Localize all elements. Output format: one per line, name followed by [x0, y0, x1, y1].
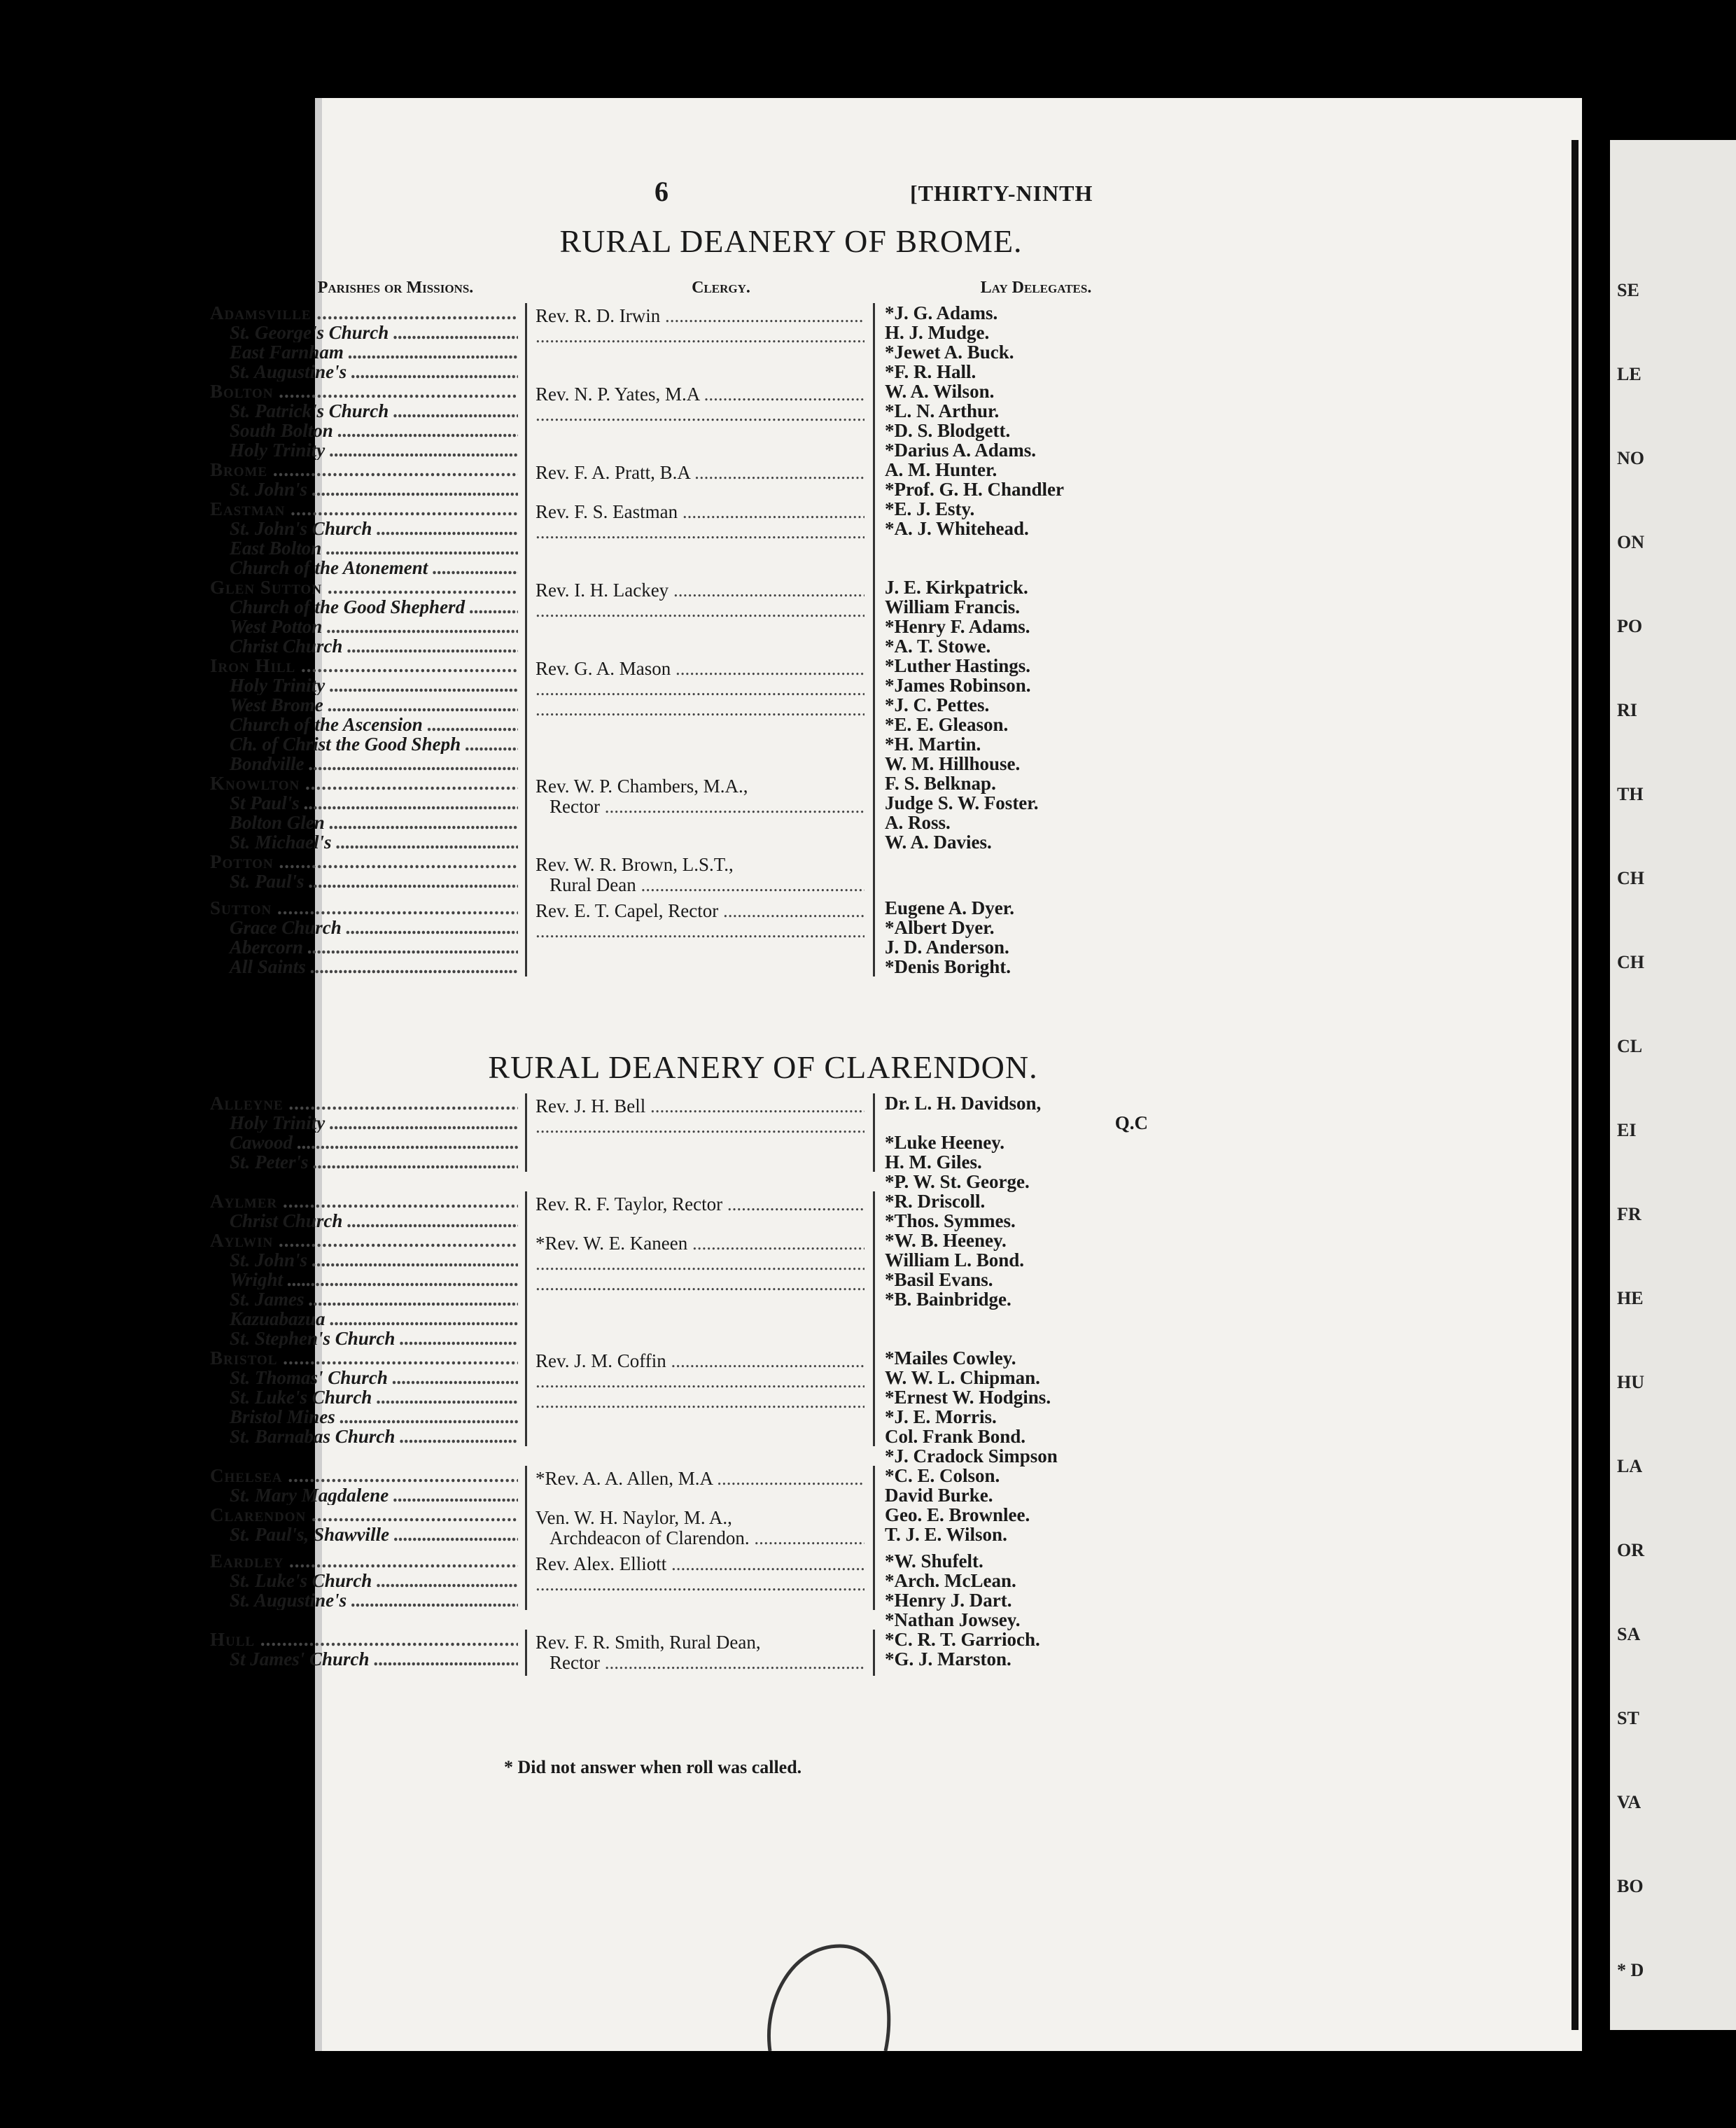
- lay-delegate: *P. W. St. George.: [885, 1171, 1030, 1192]
- mission-name: Church of the Good Shepherd .....: [210, 597, 518, 617]
- clergy-name: Rev. G. A. Mason .....: [536, 659, 864, 679]
- parishes-cell: [210, 303, 525, 382]
- lay-delegate: W. A. Davies.: [885, 832, 992, 853]
- clergy-cell: [525, 1466, 875, 1505]
- lay-delegate: *Arch. McLean.: [885, 1570, 1016, 1591]
- clergy-cell: [525, 656, 875, 774]
- lay-delegate: H. M. Giles.: [885, 1152, 982, 1172]
- clergy-cell: [525, 499, 875, 578]
- lay-delegate: William Francis.: [885, 596, 1020, 617]
- parish-name: Alleyne .....: [210, 1093, 518, 1113]
- mission-name: East Farnham .....: [210, 342, 518, 362]
- lay-delegate: Eugene A. Dyer.: [885, 897, 1015, 918]
- clergy-name: *Rev. A. A. Allen, M.A .....: [536, 1469, 864, 1489]
- clergy-name: Rev. F. A. Pratt, B.A .....: [536, 463, 864, 483]
- clergy-cell: [525, 460, 875, 499]
- mission-name: Ch. of Christ the Good Sheph .....: [210, 734, 518, 754]
- clergy-cell: [525, 852, 875, 898]
- lay-delegate: *J. C. Pettes.: [885, 694, 990, 715]
- mission-name: St. Paul's .....: [210, 872, 518, 891]
- lay-delegate: W. A. Wilson.: [885, 381, 995, 402]
- mission-name: St. John's .....: [210, 1250, 518, 1270]
- clergy-name: Rev. R. F. Taylor, Rector .....: [536, 1194, 864, 1214]
- clergy-name: Rector .....: [536, 797, 864, 817]
- clergy-name: Rev. W. P. Chambers, M.A.,: [536, 776, 748, 797]
- parish-name: Adamsville .....: [210, 303, 518, 323]
- lay-delegate: *C. R. T. Garrioch.: [885, 1629, 1040, 1650]
- mission-name: St. Stephen's Church .....: [210, 1329, 518, 1348]
- clergy-name: Archdeacon of Clarendon. .....: [536, 1528, 864, 1548]
- clergy-name: Rev. N. P. Yates, M.A .....: [536, 384, 864, 405]
- page-number: 6: [654, 176, 668, 207]
- clergy-name: Rev. I. H. Lackey .....: [536, 580, 864, 601]
- mission-name: St. John's .....: [210, 479, 518, 499]
- clergy-name: Rev. W. R. Brown, L.S.T.,: [536, 855, 734, 875]
- mission-name: St. George's Church .....: [210, 323, 518, 342]
- adjacent-page-text: HE: [1617, 1288, 1644, 1308]
- lay-delegate: *Henry F. Adams.: [885, 616, 1030, 637]
- clergy-cell: [525, 1505, 875, 1551]
- lay-delegate: *Basil Evans.: [885, 1269, 993, 1290]
- mission-name: Kazuabazua .....: [210, 1309, 518, 1329]
- dot-leader: [536, 1274, 864, 1294]
- parishes-cell: [210, 1093, 525, 1172]
- parish-name: Aylmer .....: [210, 1191, 518, 1211]
- lay-delegate: *G. J. Marston.: [885, 1648, 1011, 1670]
- mission-name: West Potton .....: [210, 617, 518, 636]
- parish-name: Eardley .....: [210, 1551, 518, 1571]
- parishes-cell: [210, 1466, 525, 1505]
- parishes-cell: [210, 774, 525, 852]
- dot-leader: [536, 522, 864, 542]
- parish-name: Aylwin .....: [210, 1231, 518, 1250]
- lay-delegate: *L. N. Arthur.: [885, 400, 1000, 421]
- parish-group: [210, 303, 1232, 382]
- adjacent-page-text: BO: [1617, 1876, 1644, 1896]
- dot-leader: [536, 1371, 864, 1392]
- mission-name: Abercorn .....: [210, 937, 518, 957]
- lay-delegate: *Nathan Jowsey.: [885, 1609, 1021, 1630]
- lay-delegate: *Mailes Cowley.: [885, 1348, 1016, 1368]
- parish-name: Clarendon .....: [210, 1505, 518, 1525]
- mission-name: Bristol Mines .....: [210, 1407, 518, 1427]
- adjacent-page-text: LE: [1617, 364, 1642, 384]
- dot-leader: [536, 921, 864, 941]
- clergy-name: Rector .....: [536, 1653, 864, 1673]
- lay-delegates-cell: [875, 303, 1232, 382]
- parishes-cell: [210, 852, 525, 891]
- lay-delegates-cell: [875, 499, 1232, 538]
- lay-delegate: Col. Frank Bond.: [885, 1426, 1026, 1447]
- clergy-column-header: Clergy.: [692, 279, 750, 297]
- dot-leader: [536, 1116, 864, 1137]
- clergy-cell: [525, 303, 875, 382]
- lay-delegate: J. E. Kirkpatrick.: [885, 577, 1028, 598]
- mission-name: Wright .....: [210, 1270, 518, 1289]
- lay-delegate: *E. E. Gleason.: [885, 714, 1009, 735]
- clergy-name: Rev. Alex. Elliott .....: [536, 1554, 864, 1574]
- lay-delegate: *Denis Boright.: [885, 956, 1011, 977]
- lay-delegate: *R. Driscoll.: [885, 1191, 986, 1212]
- mission-name: Cawood .....: [210, 1133, 518, 1152]
- pencil-stroke: [769, 1946, 888, 2051]
- mission-name: St. Luke's Church .....: [210, 1387, 518, 1407]
- adjacent-page-text: CH: [1617, 952, 1644, 972]
- adjacent-page-text: OR: [1617, 1540, 1644, 1560]
- parishes-cell: [210, 460, 525, 499]
- mission-name: St Paul's .....: [210, 793, 518, 813]
- clergy-name: Rev. J. H. Bell .....: [536, 1096, 864, 1116]
- lay-delegates-cell: [875, 578, 1232, 656]
- adjacent-page-text: LA: [1617, 1456, 1643, 1476]
- lay-delegates-cell: [875, 1231, 1232, 1309]
- parishes-cell: [210, 578, 525, 656]
- lay-delegate: *Darius A. Adams.: [885, 440, 1037, 461]
- adjacent-page-text: EI: [1617, 1120, 1637, 1140]
- parishes-cell: [210, 898, 525, 976]
- mission-name: St. Augustine's .....: [210, 1590, 518, 1610]
- adjacent-page-text: ST: [1617, 1708, 1639, 1728]
- parish-group: [210, 578, 1232, 656]
- mission-name: Holy Trinity .....: [210, 440, 518, 460]
- parish-group: [210, 382, 1232, 460]
- adjacent-page-text: CL: [1617, 1036, 1643, 1056]
- lay-delegates-cell: [875, 460, 1232, 499]
- page-fold: [1572, 140, 1578, 2030]
- mission-name: St James' Church .....: [210, 1649, 518, 1669]
- mission-name: Christ Church .....: [210, 1211, 518, 1231]
- lay-delegate: *J. Cradock Simpson: [885, 1446, 1058, 1466]
- mission-name: St. Thomas' Church .....: [210, 1368, 518, 1387]
- clergy-name: Rev. E. T. Capel, Rector .....: [536, 901, 864, 921]
- lay-delegate: *D. S. Blodgett.: [885, 420, 1011, 441]
- lay-delegate: David Burke.: [885, 1485, 993, 1506]
- mission-name: Bolton Glen .....: [210, 813, 518, 832]
- mission-name: St. Patrick's Church .....: [210, 401, 518, 421]
- parish-name: Chelsea .....: [210, 1466, 518, 1485]
- mission-name: St. Barnabas Church .....: [210, 1427, 518, 1446]
- mission-name: All Saints .....: [210, 957, 518, 976]
- dot-leader: [536, 405, 864, 425]
- dot-leader: [536, 679, 864, 699]
- parish-group: [210, 1466, 1232, 1505]
- lay-delegate: *H. Martin.: [885, 734, 981, 755]
- parish-name: Hull .....: [210, 1630, 518, 1649]
- mission-name: Church of the Atonement .....: [210, 558, 518, 578]
- clergy-cell: [525, 1093, 875, 1172]
- clergy-name: Rural Dean .....: [536, 875, 864, 895]
- parish-group: [210, 1348, 1232, 1466]
- clergy-cell: [525, 1630, 875, 1676]
- parish-name: Bristol .....: [210, 1348, 518, 1368]
- lay-delegate: *Henry J. Dart.: [885, 1590, 1012, 1611]
- mission-name: St. Michael's .....: [210, 832, 518, 852]
- lay-delegate: William L. Bond.: [885, 1250, 1025, 1270]
- parishes-cell: [210, 499, 525, 578]
- lay-delegate: *Thos. Symmes.: [885, 1210, 1016, 1231]
- dot-leader: [536, 1254, 864, 1274]
- parish-group: [210, 1551, 1232, 1630]
- mission-name: Holy Trinity .....: [210, 676, 518, 695]
- lay-delegate: W. M. Hillhouse.: [885, 753, 1021, 774]
- lay-delegate: *C. E. Colson.: [885, 1465, 1000, 1486]
- clergy-cell: [525, 1191, 875, 1231]
- parishes-cell: [210, 1551, 525, 1610]
- lay-delegate: J. D. Anderson.: [885, 937, 1009, 958]
- clergy-cell: [525, 1551, 875, 1610]
- parish-name: Bolton .....: [210, 382, 518, 401]
- parish-group: [210, 1505, 1232, 1551]
- lay-delegate: Dr. L. H. Davidson,: [885, 1093, 1042, 1114]
- lay-delegate: A. Ross.: [885, 812, 951, 833]
- mission-name: St. Luke's Church .....: [210, 1571, 518, 1590]
- adjacent-page-text: SA: [1617, 1624, 1641, 1644]
- brome-deanery-title: RURAL DEANERY OF BROME.: [559, 223, 1023, 259]
- mission-name: St. Augustine's .....: [210, 362, 518, 382]
- clarendon-deanery-title: RURAL DEANERY OF CLARENDON.: [488, 1049, 1038, 1085]
- parish-group: [210, 1630, 1232, 1676]
- lay-delegate: A. M. Hunter.: [885, 459, 997, 480]
- lay-delegate: T. J. E. Wilson.: [885, 1524, 1007, 1545]
- parish-group: [210, 1093, 1232, 1191]
- parishes-cell: [210, 1348, 525, 1446]
- parishes-column-header: Parishes or Missions.: [317, 279, 474, 297]
- adjacent-page-text: HU: [1617, 1372, 1644, 1392]
- clergy-name: Rev. R. D. Irwin .....: [536, 306, 864, 326]
- lay-delegate: F. S. Belknap.: [885, 773, 996, 794]
- lay-delegate: *A. J. Whitehead.: [885, 518, 1029, 539]
- dot-leader: [536, 1392, 864, 1412]
- lay-delegates-cell: [875, 774, 1232, 852]
- dot-leader: [536, 1574, 864, 1595]
- lay-delegates-cell: [875, 1093, 1232, 1191]
- clergy-cell: [525, 1231, 875, 1348]
- parish-name: Potton .....: [210, 852, 518, 872]
- lay-delegates-cell: [875, 1348, 1232, 1466]
- parish-group: [210, 1191, 1232, 1231]
- lay-delegates-cell: [875, 1630, 1232, 1669]
- parishes-cell: [210, 656, 525, 774]
- mission-name: Holy Trinity .....: [210, 1113, 518, 1133]
- lay-delegates-cell: [875, 1191, 1232, 1231]
- lay-delegate: *E. J. Esty.: [885, 498, 975, 519]
- lay-delegates-cell: [875, 1466, 1232, 1505]
- lay-delegate: Q.C: [1114, 1112, 1148, 1133]
- lay-delegates-cell: [875, 1551, 1232, 1630]
- dot-leader: [536, 326, 864, 346]
- lay-delegate: *Luke Heeney.: [885, 1132, 1005, 1153]
- adjacent-page-text: FR: [1617, 1204, 1642, 1224]
- parish-group: [210, 1231, 1232, 1348]
- mission-name: Church of the Ascension .....: [210, 715, 518, 734]
- parishes-cell: [210, 1231, 525, 1348]
- mission-name: Grace Church .....: [210, 918, 518, 937]
- lay-delegate: *Albert Dyer.: [885, 917, 995, 938]
- parish-group: [210, 460, 1232, 499]
- lay-delegate: Geo. E. Brownlee.: [885, 1504, 1030, 1525]
- brome-table: [210, 303, 1232, 976]
- mission-name: East Bolton .....: [210, 538, 518, 558]
- footnote: * Did not answer when roll was called.: [504, 1757, 802, 1777]
- parishes-cell: [210, 1191, 525, 1231]
- lay-delegates-column-header: Lay Delegates.: [980, 279, 1092, 297]
- adjacent-page-text: * D: [1617, 1960, 1644, 1980]
- running-head: [THIRTY-NINTH: [910, 181, 1093, 206]
- lay-delegate: *Ernest W. Hodgins.: [885, 1387, 1051, 1408]
- lay-delegate: Judge S. W. Foster.: [885, 792, 1039, 813]
- adjacent-page-text: RI: [1617, 700, 1637, 720]
- adjacent-page-text: PO: [1617, 616, 1643, 636]
- clergy-name: Ven. W. H. Naylor, M. A.,: [536, 1508, 732, 1528]
- lay-delegate: *W. B. Heeney.: [885, 1230, 1007, 1251]
- lay-delegate: *J. G. Adams.: [885, 302, 998, 323]
- adjacent-page-text: TH: [1617, 784, 1644, 804]
- lay-delegate: *F. R. Hall.: [885, 361, 976, 382]
- lay-delegate: *A. T. Stowe.: [885, 636, 991, 657]
- mission-name: Bondville .....: [210, 754, 518, 774]
- parish-name: Iron Hill .....: [210, 656, 518, 676]
- adjacent-page-text: CH: [1617, 868, 1644, 888]
- lay-delegates-cell: [875, 382, 1232, 460]
- lay-delegate: *Prof. G. H. Chandler: [885, 479, 1064, 500]
- dot-leader: [536, 699, 864, 720]
- lay-delegate: *B. Bainbridge.: [885, 1289, 1011, 1310]
- parishes-cell: [210, 382, 525, 460]
- parish-group: [210, 774, 1232, 852]
- parish-name: Knowlton .....: [210, 774, 518, 793]
- mission-name: West Brome .....: [210, 695, 518, 715]
- clergy-cell: [525, 774, 875, 852]
- lay-delegate: H. J. Mudge.: [885, 322, 990, 343]
- parishes-cell: [210, 1630, 525, 1669]
- clarendon-table: [210, 1093, 1232, 1676]
- mission-name: South Bolton .....: [210, 421, 518, 440]
- adjacent-page-text: NO: [1617, 448, 1644, 468]
- parish-name: Glen Sutton .....: [210, 578, 518, 597]
- lay-delegates-cell: [875, 898, 1232, 976]
- parish-name: Eastman .....: [210, 499, 518, 519]
- clergy-cell: [525, 1348, 875, 1446]
- clergy-name: *Rev. W. E. Kaneen .....: [536, 1233, 864, 1254]
- mission-name: St. John's Church .....: [210, 519, 518, 538]
- clergy-name: Rev. F. S. Eastman .....: [536, 502, 864, 522]
- parish-group: [210, 656, 1232, 774]
- dot-leader: [536, 601, 864, 621]
- lay-delegate: *James Robinson.: [885, 675, 1031, 696]
- lay-delegate: *J. E. Morris.: [885, 1406, 997, 1427]
- parish-group: [210, 852, 1232, 898]
- adjacent-page-text: VA: [1617, 1792, 1642, 1812]
- parish-group: [210, 898, 1232, 976]
- mission-name: St. Paul's, Shawville .....: [210, 1525, 518, 1544]
- adjacent-page-text: SE: [1617, 280, 1639, 300]
- mission-name: St. James .....: [210, 1289, 518, 1309]
- pencil-mark: [763, 1918, 924, 2058]
- clergy-cell: [525, 382, 875, 460]
- mission-name: St. Mary Magdalene .....: [210, 1485, 518, 1505]
- clergy-cell: [525, 578, 875, 656]
- clergy-name: Rev. J. M. Coffin .....: [536, 1351, 864, 1371]
- clergy-name: Rev. F. R. Smith, Rural Dean,: [536, 1632, 761, 1653]
- parish-group: [210, 499, 1232, 578]
- clergy-cell: [525, 898, 875, 976]
- mission-name: St. Peter's .....: [210, 1152, 518, 1172]
- parish-name: Sutton .....: [210, 898, 518, 918]
- parishes-cell: [210, 1505, 525, 1544]
- lay-delegate: *Luther Hastings.: [885, 655, 1031, 676]
- lay-delegates-cell: [875, 656, 1232, 774]
- lay-delegates-cell: [875, 1505, 1232, 1544]
- adjacent-page-text: ON: [1617, 532, 1644, 552]
- lay-delegate: *W. Shufelt.: [885, 1550, 983, 1572]
- mission-name: Christ Church .....: [210, 636, 518, 656]
- lay-delegate: *Jewet A. Buck.: [885, 342, 1014, 363]
- parish-name: Brome .....: [210, 460, 518, 479]
- adjacent-page-strip: [1610, 140, 1736, 2030]
- lay-delegate: W. W. L. Chipman.: [885, 1367, 1040, 1388]
